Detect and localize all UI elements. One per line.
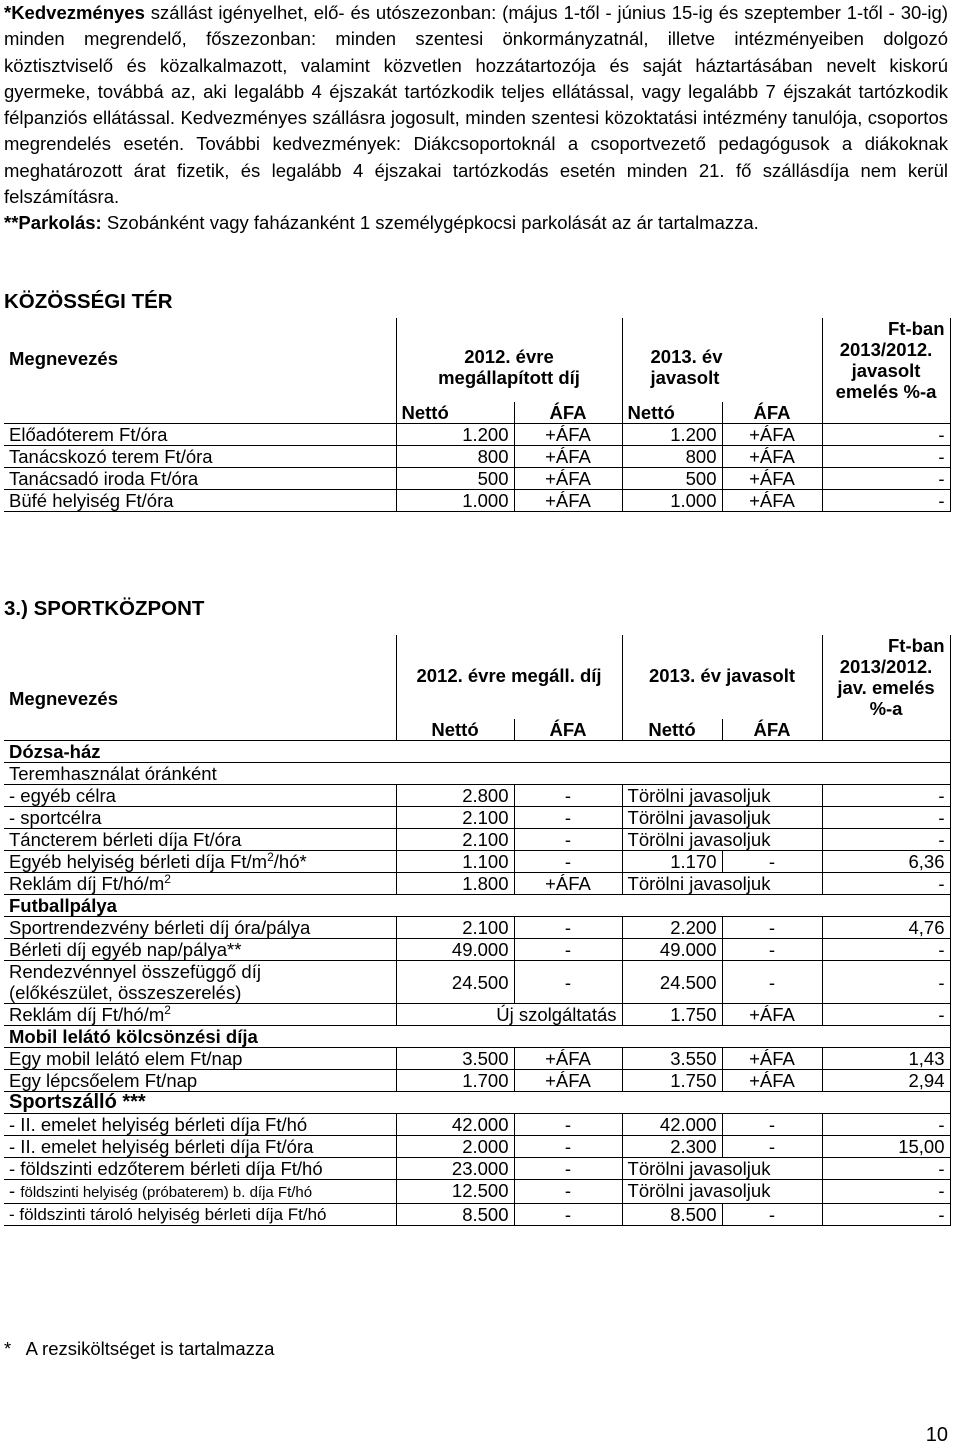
- row-netto-2012: 2.100: [396, 807, 514, 829]
- row-afa-2013: -: [722, 851, 822, 873]
- row-netto-2013: 1.170: [622, 851, 722, 873]
- parkolas-label: **Parkolás:: [4, 212, 102, 234]
- group-row: [4, 1092, 950, 1114]
- table-row: [4, 873, 950, 895]
- row-2013-value: Törölni javasoljuk: [622, 1180, 822, 1204]
- row-name-line1: Rendezvénnyel összefüggő díj: [9, 961, 261, 982]
- row-netto-2012: 24.500: [396, 961, 514, 1004]
- kozossegi-ter-table: [4, 318, 951, 512]
- header-pct-line2: jav. emelés: [837, 677, 935, 698]
- row-afa-2012: -: [514, 1180, 622, 1204]
- row-2013-value: Törölni javasoljuk: [622, 785, 822, 807]
- row-pct: -: [822, 468, 950, 490]
- row-afa-2012: -: [514, 1114, 622, 1136]
- table-row: [4, 1180, 950, 1204]
- row-afa-2012: -: [514, 917, 622, 939]
- row-netto-2012: 1.000: [396, 490, 514, 512]
- subheader-empty: [4, 719, 396, 741]
- row-netto-2013: 1.200: [622, 424, 722, 446]
- row-2013-value: Törölni javasoljuk: [622, 873, 822, 895]
- row-name: Egy lépcsőelem Ft/nap: [4, 1070, 396, 1092]
- row-afa-2012: -: [514, 1204, 622, 1226]
- row-afa-2013: +ÁFA: [722, 1004, 822, 1026]
- row-afa-2013: +ÁFA: [722, 424, 822, 446]
- row-netto-2013: 3.550: [622, 1048, 722, 1070]
- table-row: [4, 851, 950, 873]
- kedvezmenyes-label: *Kedvezményes: [4, 2, 145, 23]
- header-pct: [822, 635, 950, 719]
- row-netto-2013: 2.300: [622, 1136, 722, 1158]
- row-afa-2012: -: [514, 785, 622, 807]
- header-2013: 2013. év javasolt: [622, 635, 822, 719]
- row-afa-2012: +ÁFA: [514, 490, 622, 512]
- table-row: [4, 785, 950, 807]
- group-row: [4, 741, 950, 763]
- row-pct: 4,76: [822, 917, 950, 939]
- row-afa-2013: +ÁFA: [722, 446, 822, 468]
- superscript: 2: [164, 871, 171, 886]
- group-futballpalya: Futballpálya: [4, 895, 950, 917]
- row-netto-2013: 1.750: [622, 1004, 722, 1026]
- row-netto-2013: 1.000: [622, 490, 722, 512]
- page-number: 10: [925, 1424, 948, 1446]
- row-afa-2012: -: [514, 961, 622, 1004]
- subheader-afa-2013: ÁFA: [722, 402, 822, 424]
- row-afa-2013: -: [722, 939, 822, 961]
- row-name: - sportcélra: [4, 807, 396, 829]
- row-afa-2012: -: [514, 829, 622, 851]
- superscript: 2: [164, 1002, 171, 1017]
- row-name-part: /hó*: [273, 851, 307, 872]
- intro-text: [4, 0, 948, 237]
- subheader-netto-2012: Nettó: [396, 402, 514, 424]
- row-2013-value: Törölni javasoljuk: [622, 1158, 822, 1180]
- subheader-empty-pct: [822, 402, 950, 424]
- subheader-afa-2012: ÁFA: [514, 402, 622, 424]
- table-row: [4, 961, 950, 1004]
- row-pct: -: [822, 1158, 950, 1180]
- header-2012: [396, 318, 622, 402]
- row-pct: -: [822, 424, 950, 446]
- row-name: Tanácsadó iroda Ft/óra: [4, 468, 396, 490]
- table-row: [4, 917, 950, 939]
- row-name-part: Reklám díj Ft/hó/m: [9, 873, 165, 894]
- row-2013-value: Törölni javasoljuk: [622, 829, 822, 851]
- header-2012: 2012. évre megáll. díj: [396, 635, 622, 719]
- subheader-netto-2013: Nettó: [622, 402, 722, 424]
- header-megnevezes: Megnevezés: [4, 635, 396, 719]
- row-name: Tanácskozó terem Ft/óra: [4, 446, 396, 468]
- group-dozsa-haz: Dózsa-ház: [4, 741, 950, 763]
- row-afa-2012: -: [514, 1136, 622, 1158]
- header-pct-line1: 2013/2012.: [839, 339, 933, 360]
- header-pct-line1: 2013/2012.: [839, 656, 933, 677]
- row-name-line2: (előkészület, összeszerelés): [9, 982, 242, 1003]
- row-name: - földszinti edzőterem bérleti díja Ft/hó: [4, 1158, 396, 1180]
- row-pct: -: [822, 446, 950, 468]
- table-subheader-row: [4, 719, 950, 741]
- group-sportszallo: Sportszálló ***: [4, 1092, 950, 1114]
- row-name-part: -: [9, 1180, 21, 1201]
- header-pct-line3: emelés %-a: [835, 381, 937, 402]
- row-name-small: földszinti helyiség (próbaterem) b. díja Ft/hó: [20, 1184, 313, 1201]
- row-afa-2012: +ÁFA: [514, 446, 622, 468]
- row-netto-2012: 2.000: [396, 1136, 514, 1158]
- superscript: 2: [267, 849, 274, 864]
- row-name: Táncterem bérleti díja Ft/óra: [4, 829, 396, 851]
- table-row: [4, 1114, 950, 1136]
- row-netto-2012: 12.500: [396, 1180, 514, 1204]
- header-2013-line1: 2013. év: [650, 346, 723, 367]
- intro-p2-text: Szobánként vagy faházanként 1 személygépkocsi parkolását az ár tartalmazza.: [101, 212, 759, 234]
- row-name: [4, 873, 396, 895]
- table-row: [4, 1004, 950, 1026]
- row-name: Egy mobil lelátó elem Ft/nap: [4, 1048, 396, 1070]
- row-pct: -: [822, 1004, 950, 1026]
- section-title-sportkozpont: 3.) SPORTKÖZPONT: [4, 597, 205, 620]
- row-pct: 2,94: [822, 1070, 950, 1092]
- row-netto-2012: 2.100: [396, 917, 514, 939]
- row-afa-2012: -: [514, 939, 622, 961]
- row-name: Bérleti díj egyéb nap/pálya**: [4, 939, 396, 961]
- row-netto-2012: 23.000: [396, 1158, 514, 1180]
- row-afa-2012: +ÁFA: [514, 1048, 622, 1070]
- row-netto-2012: 3.500: [396, 1048, 514, 1070]
- row-name: [4, 961, 396, 1004]
- header-2013-line2: javasolt: [650, 367, 720, 388]
- table-row: [4, 1204, 950, 1226]
- row-name: [4, 1004, 396, 1026]
- row-pct: 6,36: [822, 851, 950, 873]
- row-netto-2012: 2.100: [396, 829, 514, 851]
- row-afa-2013: -: [722, 1114, 822, 1136]
- row-afa-2012: +ÁFA: [514, 468, 622, 490]
- row-afa-2012: +ÁFA: [514, 1070, 622, 1092]
- row-pct: 1,43: [822, 1048, 950, 1070]
- row-name: - II. emelet helyiség bérleti díja Ft/óra: [4, 1136, 396, 1158]
- row-afa-2012: +ÁFA: [514, 873, 622, 895]
- row-2013-value: Törölni javasoljuk: [622, 807, 822, 829]
- row-afa-2012: +ÁFA: [514, 424, 622, 446]
- row-name: - II. emelet helyiség bérleti díja Ft/hó: [4, 1114, 396, 1136]
- row-name: Előadóterem Ft/óra: [4, 424, 396, 446]
- row-netto-2012: 8.500: [396, 1204, 514, 1226]
- row-pct: -: [822, 829, 950, 851]
- row-pct: -: [822, 807, 950, 829]
- row-name: - egyéb célra: [4, 785, 396, 807]
- table-row: [4, 468, 950, 490]
- row-netto-2013: 2.200: [622, 917, 722, 939]
- table-row: [4, 1158, 950, 1180]
- row-netto-2013: 42.000: [622, 1114, 722, 1136]
- table-row: [4, 829, 950, 851]
- row-name: [4, 851, 396, 873]
- row-afa-2013: +ÁFA: [722, 1070, 822, 1092]
- row-netto-2012: 500: [396, 468, 514, 490]
- row-pct: -: [822, 490, 950, 512]
- header-ftban: Ft-ban: [888, 635, 945, 656]
- subheader-empty-pct: [822, 719, 950, 741]
- header-2012-line1: 2012. évre: [464, 346, 554, 367]
- row-netto-2013: 24.500: [622, 961, 722, 1004]
- table-row: [4, 807, 950, 829]
- intro-paragraph-2: [4, 210, 948, 236]
- row-pct: 15,00: [822, 1136, 950, 1158]
- row-name: Sportrendezvény bérleti díj óra/pálya: [4, 917, 396, 939]
- table-row: [4, 939, 950, 961]
- table-row: [4, 1136, 950, 1158]
- row-name-part: Egyéb helyiség bérleti díja Ft/m: [9, 851, 268, 872]
- subheader-netto-2012: Nettó: [396, 719, 514, 741]
- row-afa-2013: -: [722, 1204, 822, 1226]
- row-netto-2013: 1.750: [622, 1070, 722, 1092]
- row-afa-2013: +ÁFA: [722, 490, 822, 512]
- row-afa-2013: -: [722, 961, 822, 1004]
- row-uj-szolgaltatas: Új szolgáltatás: [396, 1004, 622, 1026]
- subheader-afa-2012: ÁFA: [514, 719, 622, 741]
- section-title-kozossegi-ter: KÖZÖSSÉGI TÉR: [4, 290, 173, 313]
- row-afa-2013: -: [722, 1136, 822, 1158]
- footnote: * A rezsiköltséget is tartalmazza: [4, 1338, 275, 1359]
- row-pct: -: [822, 939, 950, 961]
- row-pct: -: [822, 961, 950, 1004]
- row-netto-2013: 8.500: [622, 1204, 722, 1226]
- group-teremhasznalat: Teremhasználat óránként: [4, 763, 950, 785]
- header-2012-line2: megállapított díj: [438, 367, 580, 388]
- row-name-part: Reklám díj Ft/hó/m: [9, 1004, 165, 1025]
- row-netto-2012: 1.800: [396, 873, 514, 895]
- row-netto-2012: 1.100: [396, 851, 514, 873]
- table-row: [4, 446, 950, 468]
- table-row: [4, 1048, 950, 1070]
- header-pct-line2: javasolt: [851, 360, 921, 381]
- group-mobil-lelato: Mobil lelátó kölcsönzési díja: [4, 1026, 950, 1048]
- row-netto-2012: 42.000: [396, 1114, 514, 1136]
- row-netto-2013: 500: [622, 468, 722, 490]
- table-row: [4, 424, 950, 446]
- header-ftban: Ft-ban: [888, 318, 945, 339]
- header-pct-line3: %-a: [869, 698, 903, 719]
- table-header-row: [4, 635, 950, 719]
- row-pct: -: [822, 1114, 950, 1136]
- row-pct: -: [822, 873, 950, 895]
- row-netto-2012: 800: [396, 446, 514, 468]
- row-netto-2012: 1.200: [396, 424, 514, 446]
- row-afa-2013: -: [722, 917, 822, 939]
- table-row: [4, 490, 950, 512]
- row-netto-2012: 49.000: [396, 939, 514, 961]
- group-row: [4, 763, 950, 785]
- row-pct: -: [822, 1180, 950, 1204]
- header-pct: [822, 318, 950, 402]
- row-afa-2013: +ÁFA: [722, 1048, 822, 1070]
- row-name: Büfé helyiség Ft/óra: [4, 490, 396, 512]
- group-row: [4, 895, 950, 917]
- row-pct: -: [822, 785, 950, 807]
- row-netto-2012: 1.700: [396, 1070, 514, 1092]
- header-2013: [622, 318, 822, 402]
- header-megnevezes: Megnevezés: [4, 318, 396, 402]
- group-row: [4, 1026, 950, 1048]
- row-pct: -: [822, 1204, 950, 1226]
- subheader-netto-2013: Nettó: [622, 719, 722, 741]
- table-header-row: [4, 318, 950, 402]
- subheader-afa-2013: ÁFA: [722, 719, 822, 741]
- row-name: [4, 1180, 396, 1204]
- sportkozpont-table: [4, 635, 951, 1226]
- row-afa-2013: +ÁFA: [722, 468, 822, 490]
- intro-paragraph-1: [4, 0, 948, 210]
- row-afa-2012: -: [514, 851, 622, 873]
- row-netto-2013: 800: [622, 446, 722, 468]
- row-afa-2012: -: [514, 807, 622, 829]
- subheader-empty: [4, 402, 396, 424]
- row-name: - földszinti tároló helyiség bérleti díja Ft/hó: [4, 1204, 396, 1226]
- table-subheader-row: [4, 402, 950, 424]
- intro-p1-text: szállást igényelhet, elő- és utószezonban: (május 1-től - június 15-ig és szeptember 1-től - 30-ig) minden megrendelő, főszezonban: minden szentesi önkormányzatnál, illetve intézményeiben dolgozó köztisztviselő és közalkalmazott, valamint közvetlen hozzátartozója és saját háztartásában nevelt kiskorú gyermeke, továbbá az, aki legalább 4 éjszakát tartózkodik teljes ellátással, vagy legalább 7 éjszakát tartózkodik félpanziós ellátással. Kedvezményes szállásra jogosult, minden szentesi közoktatási intézmény tanulója, csoportos megrendelés esetén. További kedvezmények: Diákcsoportoknál a csoportvezető pedagógusok a diákoknak meghatározott árat fizetik, és legalább 4 éjszakai tartózkodás esetén minden 21. fő szállásdíja nem kerül felszámításra.: [4, 2, 948, 208]
- row-netto-2013: 49.000: [622, 939, 722, 961]
- row-netto-2012: 2.800: [396, 785, 514, 807]
- table-row: [4, 1070, 950, 1092]
- row-afa-2012: -: [514, 1158, 622, 1180]
